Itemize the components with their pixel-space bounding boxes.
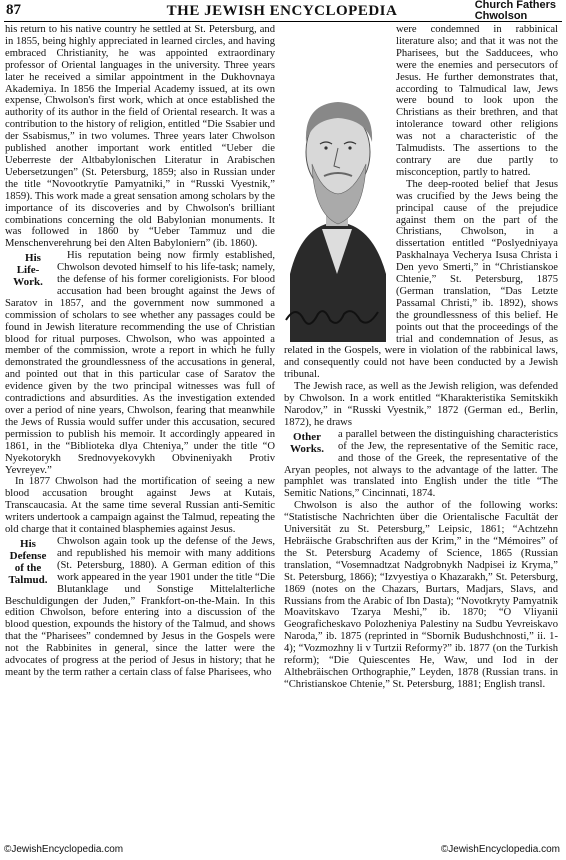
footer-watermark-left: ©JewishEncyclopedia.com [4,844,124,855]
entry-range-top: Church Fathers [474,0,556,11]
side-heading: His Life-Work. [13,252,43,289]
right-column [284,24,558,691]
paragraph-with-sidenote [5,536,275,679]
footer-watermark-right: ©JewishEncyclopedia.com [440,844,560,855]
paragraph-text: Chwolson again took up the defense of the Jews, and republished his memoir with many additions (St. Petersburg, 1880). A German edition of this work appeared in the year 1901 under the title “Die Blutanklage und Sonstige Mittelalterliche Beschuldigungen der Juden,” Frankfort-on-the-Main. In this edition Chwolson, before entering into a discussion of the blood question, expounds the history of the Talmud, and shows that the “Pharisees” condemned by Jesus in the Gospels were not the Rabbinites in general, since the latter were the advocates of progress at the period of Jesus in history; that he meant by the term rather a certain class of false Pharisees, who [5,535,275,678]
paragraph-with-sidenote [5,250,275,476]
side-heading: Other Works. [290,430,324,455]
entry-range [475,0,556,22]
header-rule [4,21,562,22]
paragraph-with-sidenote [284,429,558,500]
portrait-engraving [282,24,392,342]
paragraph: The Jewish race, as well as the Jewish religion, was defended by Chwolson. In a work entitled “Kharakteristika Semitskikh Narodov,” in “Russki Vyestnik,” 1872 (German ed., Berlin, 1872), he draws [284,381,558,428]
left-column [5,24,275,679]
paragraph: The deep-rooted belief that Jesus was crucified by the Jews being the principal cause of the prejudice against them on the part of the Christians, Chwolson, in a dissertation entitled “Poslyedniyaya Paskhalnaya Vecherya Isusa Christa i Den yevo Smerti,” in “Christianskoe Chtenie,” St. Petersburg, 1875 (German translation, “Das Letzte Passamal Christi,” ib. 1892), shows the groundlessness of this belief. He points out that the proceedings of the trial and condemnation of Jesus, as related in the Gospels, were in violation of the rabbinical laws, and consequently could not have been conducted by a Jewish tribunal. [284,178,558,381]
page-number: 87 [6,2,21,18]
paragraph: were condemned in rabbinical literature also; and that it was not the Pharisees, but the Sadducees, who were the enemies and persecutors of Jesus. He further demonstrates that, according to Talmudical law, Jews were bound to look upon the Christians as their brethren, and that intolerance toward other religions was not a characteristic of the Talmudists. The assertions to the contrary are due partly to misconception, partly to hatred. [396,24,558,178]
paragraph-text: His reputation being now firmly established, Chwolson devoted himself to his life-task; namely, the defense of his former coreligionists. For blood accusation had been brought against the Jews of Saratov in 1857, and the government now summoned a commission of scholars to see whether any passages could be found in Jewish literature recommending the use of Christian blood for ritual purposes. Chwolson, who was appointed a member of the commission, wrote a report in which he fully demonstrated the groundlessness of the accusations in general, and pointed out that in this particular case of Saratov the evidence given by the two principal witnesses was full of contradictions and absurdities. As the investigation extended over a period of nine years, Chwolson, fearing that meanwhile the Jews of Russia would suffer under this accusation, secured permission to publish his memoir. It accordingly appeared in 1861, in the “Biblioteka dlya Chteniya,” under the title “O Nyekotorykh Srednovyekovykh Obvineniyakh Protiv Yevreyev.” [5,250,275,476]
page-header [4,0,560,20]
paragraph: In 1877 Chwolson had the mortification of seeing a new blood accusation brought against Jews at Kutais, Transcaucasia. At the same time several Russian anti-Semitic writers undertook a campaign against the Talmud, repeating the old charge that it contained blasphemies against Jesus. [5,476,275,536]
page-footer [4,843,560,857]
portrait-image [282,24,392,342]
entry-range-bottom: Chwolson [474,10,528,22]
paragraph-text: a parallel between the distinguishing characteristics of the Jew, the representative of the Semitic race, and those of the Greek, the representative of the Aryan peoples, not always to the advantage of the latter. The pamphlet was translated into English under the title “The Semitic Nations,” Cincinnati, 1874. [284,428,558,500]
paragraph: his return to his native country he settled at St. Petersburg, and in 1855, being highly appreciated in learned circles, and having embraced Christianity, he was appointed extraordinary professor of Oriental languages in the university. Three years later he received a similar appointment in the Dukhovnaya Akademiya. In 1856 the Imperial Academy issued, at its own expense, Chwolson's first work, which at once established the authority of its author in the field of Oriental research. It was a contribution to the history of religion, entitled “Die Ssabier und der Ssabismus,” in two volumes. Three years later Chwolson published another important work entitled “Ueber die Ueberreste der Altbabylonischen Literatur in Arabischen Uebersetzungen” (St. Petersburg, 1859; also in Russian under the title “Novootkrytïe Pamyatniki,” in “Russki Vyestnik,” 1859). This work made a great sensation among scholars by the importance of its discoveries and by Chwolson's brilliant combinations concerning the old Babylonian monuments. It was followed in 1860 by “Ueber Tammuz und die Menschenverehrung bei den Alten Babyloniern” (ib. 1860). [5,24,275,250]
side-heading: His Defense of the Talmud. [8,537,48,586]
running-title: THE JEWISH ENCYCLOPEDIA [166,3,398,19]
paragraph: Chwolson is also the author of the following works: “Statistische Nachrichten über die Orientalische Facultät der Universität zu St. Petersburg,” Leipsic, 1861; “Achtzehn Hebräische Grabschriften aus der Krim,” in the “Mémoires” of the St. Petersburg Academy of Science, 1865 (Russian translation, “Vosemnadtzat Nadgrobnykh Nadpisei iz Kryma,” St. Petersburg, 1866); “Izvyestiya o Khazarakh,” St. Petersburg, 1869 (notes on the Chazars, Burtars, Madjars, Slavs, and Russians from the Arabic of Ibn Dasta); “Novotkryty Pamyatnik Moavitskavo Tzarya Meshi,” ib. 1870; “O Vliyanii Geograficheskavo Polozheniya Palestiny na Sudbu Yevreiskavo Naroda,” ib. 1875 (reprinted in “Sbornik Budushchnosti,” ii. 1-4); “Vozmozhny li v Turtzii Reformy?” ib. 1877 (on the Turkish reform); “Die Quiescentes He, Waw, und Iod in der Althebräischen Orthographie,” Leyden, 1878 (Russian trans. in “Christianskoe Chtenie,” St. Petersburg, 1881; English transl. [284,500,558,690]
